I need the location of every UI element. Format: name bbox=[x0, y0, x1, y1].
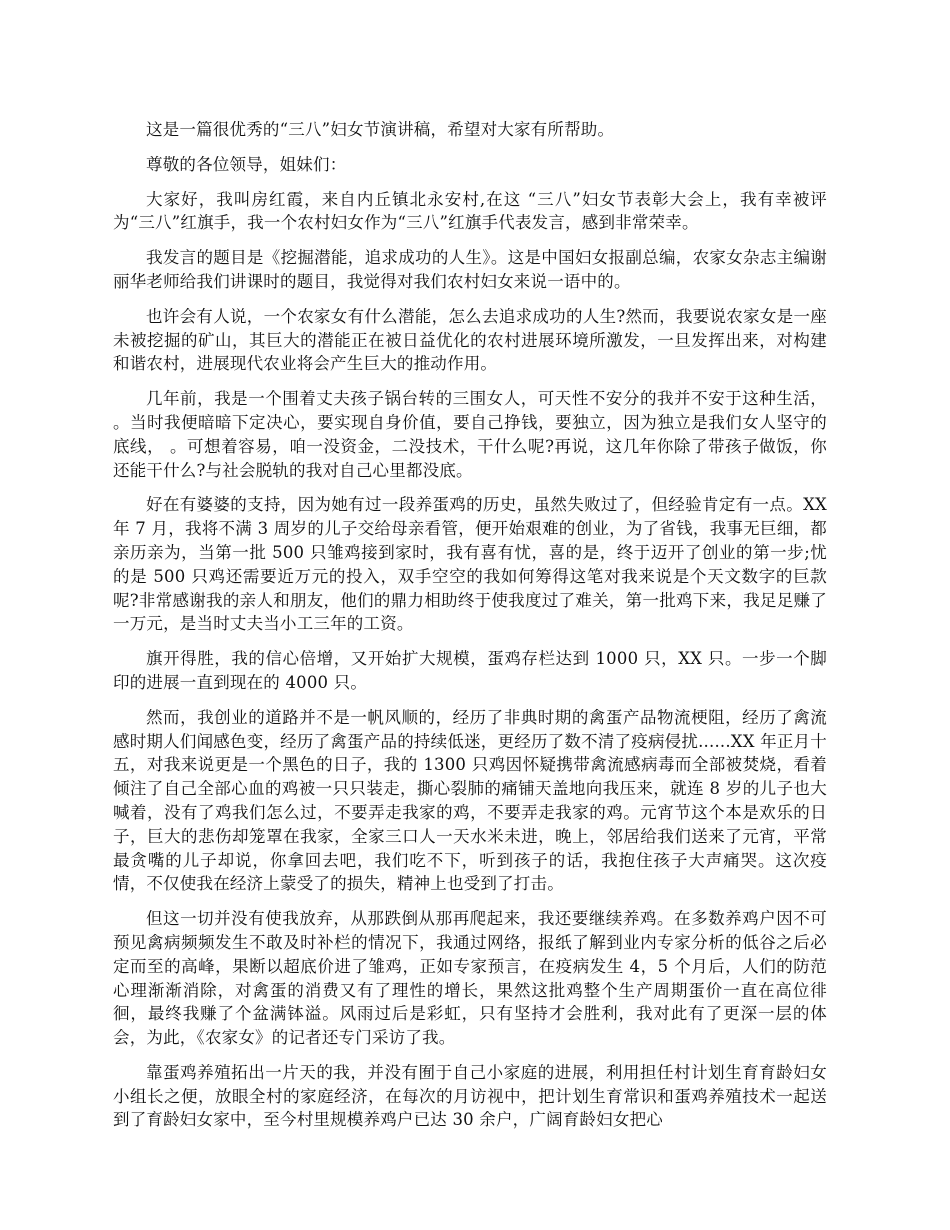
paragraph: 旗开得胜，我的信心倍增，又开始扩大规模，蛋鸡存栏达到 1000 只，XX 只。一步一个脚印的进展一直到现在的 4000 只。 bbox=[113, 649, 827, 692]
paragraph: 几年前，我是一个围着丈夫孩子锅台转的三围女人，可天性不安分的我并不安于这种生活， 。当时我便暗暗下定决心，要实现自身价值，要自己挣钱，要独立，因为独立是我们女人坚守的底线， 。可想着容易，咱一没资金，二没技术，干什么呢?再说，这几年你除了带孩子做饭，你还能干什么?与社会脱轨的我对自己心里都没底。 bbox=[113, 389, 827, 480]
intro-line: 这是一篇很优秀的“三八”妇女节演讲稿，希望对大家有所帮助。 bbox=[146, 120, 615, 139]
paragraph: 也许会有人说，一个农家女有什么潜能，怎么去追求成功的人生?然而，我要说农家女是一座未被挖掘的矿山，其巨大的潜能正在被日益优化的农村进展环境所激发，一旦发挥出来，对构建和谐农村，进展现代农业将会产生巨大的推动作用。 bbox=[113, 306, 827, 374]
paragraph: 靠蛋鸡养殖拓出一片天的我，并没有囿于自己小家庭的进展，利用担任村计划生育育龄妇女小组长之便，放眼全村的家庭经济，在每次的月访视中，把计划生育常识和蛋鸡养殖技术一起送到了育龄妇女家中，至今村里规模养鸡户已达 30 余户，广阔育龄妇女把心 bbox=[113, 1062, 827, 1130]
paragraph: 大家好，我叫房红霞，来自内丘镇北永安村,在这 “三八”妇女节表彰大会上，我有幸被评为“三八”红旗手，我一个农村妇女作为“三八”红旗手代表发言，感到非常荣幸。 bbox=[113, 189, 827, 233]
salutation: 尊敬的各位领导，姐妹们： bbox=[146, 154, 347, 174]
paragraph: 但这一切并没有使我放弃，从那跌倒从那再爬起来，我还要继续养鸡。在多数养鸡户因不可预见禽病频频发生不敢及时补栏的情况下，我通过网络，报纸了解到业内专家分析的低谷之后必定而至的高峰，果断以超底价进了雏鸡，正如专家预言，在疫病发生 4，5 个月后，人们的防范心理渐渐消除，对禽蛋的消费又有了理性的增长，果然这批鸡整个生产周期蛋价一直在高位徘徊，最终我赚了个盆满钵溢。风雨过后是彩虹，只有坚持才会胜利，我对此有了更深一层的体会，为此，《农家女》的记者还专门采访了我。 bbox=[113, 909, 827, 1048]
document-body bbox=[113, 118, 827, 1143]
paragraph: 然而，我创业的道路并不是一帆风顺的，经历了非典时期的禽蛋产品物流梗阻，经历了禽流感时期人们闻感色变，经历了禽蛋产品的持续低迷，更经历了数不清了疫病侵扰......XX 年正月十五，对我来说更是一个黑色的日子，我的 1300 只鸡因怀疑携带禽流感病毒而全部被焚烧，看着倾注了自己全部心血的鸡被一只只装走，撕心裂肺的痛铺天盖地向我压来，就连 8 岁的儿子也大喊着，没有了鸡我们怎么过，不要弄走我家的鸡，不要弄走我家的鸡。元宵节这个本是欢乐的日子，巨大的悲伤却笼罩在我家，全家三口人一天水米未进，晚上，邻居给我们送来了元宵，平常最贪嘴的儿子却说，你拿回去吧，我们吃不下，听到孩子的话，我抱住孩子大声痛哭。这次疫情，不仅使我在经济上蒙受了的损失，精神上也受到了打击。 bbox=[113, 707, 827, 894]
paragraph: 好在有婆婆的支持，因为她有过一段养蛋鸡的历史，虽然失败过了，但经验肯定有一点。XX 年 7 月，我将不满 3 周岁的儿子交给母亲看管，便开始艰难的创业，为了省钱，我事无巨细，都亲历亲为，当第一批 500 只雏鸡接到家时，我有喜有忧，喜的是，终于迈开了创业的第一步;忧的是 500 只鸡还需要近万元的投入，双手空空的我如何筹得这笔对我来说是个天文数字的巨款呢?非常感谢我的亲人和朋友，他们的鼎力相助终于使我度过了难关，第一批鸡下来，我足足赚了一万元，是当时丈夫当小工三年的工资。 bbox=[113, 495, 827, 634]
paragraph: 我发言的题目是《挖掘潜能，追求成功的人生》。这是中国妇女报副总编，农家女杂志主编谢丽华老师给我们讲课时的题目，我觉得对我们农村妇女来说一语中的。 bbox=[113, 248, 827, 291]
